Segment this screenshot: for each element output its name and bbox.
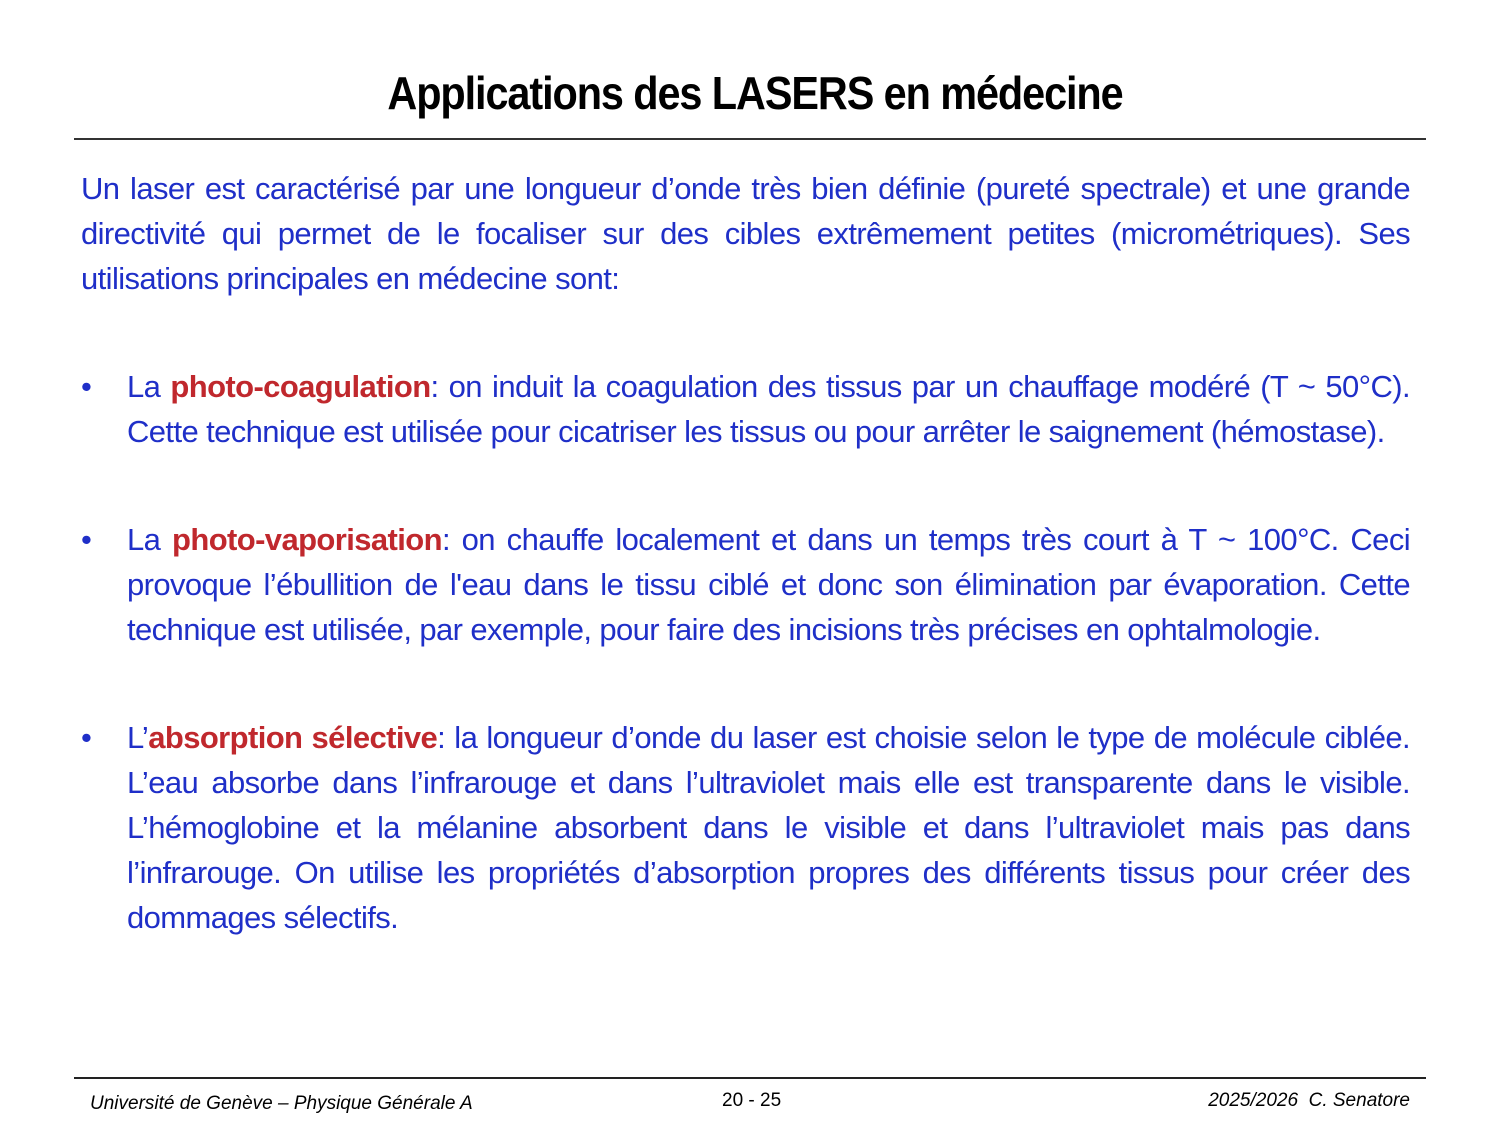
bullet-photo-coagulation: [81, 364, 1410, 454]
footer-author: 2025/2026 C. Senatore: [1208, 1090, 1410, 1111]
bullet-icon: •: [81, 720, 92, 755]
bullet-absorption-selective: [81, 715, 1410, 940]
footer-divider: [74, 1077, 1426, 1079]
bullet-prefix: L’: [127, 720, 149, 755]
footer-institution: Université de Genève – Physique Générale A: [90, 1093, 473, 1114]
bullet-photo-vaporisation: [81, 517, 1410, 652]
slide-content: [81, 166, 1410, 940]
keyword-photo-vaporisation: photo-vaporisation: [172, 522, 442, 557]
slide-title: Applications des LASERS en médecine: [387, 67, 1123, 119]
bullet-text: : on induit la coagulation des tissus par un chauffage modéré (T ~ 50°C). Cette technique est utilisée pour cicatriser les tissus ou pour arrêter le saignement (hémostase).: [127, 369, 1410, 449]
bullet-prefix: La: [127, 369, 171, 404]
keyword-photo-coagulation: photo-coagulation: [170, 369, 431, 404]
bullet-text: : la longueur d’onde du laser est choisie selon le type de molécule ciblée. L’eau absorbe dans l’infrarouge et dans l’ultraviolet mais elle est transparente dans le visible. L’hémoglobine et la mélanine absorbent dans le visible et dans l’ultraviolet mais pas dans l’infrarouge. On utilise les propriétés d’absorption propres des différents tissus pour créer des dommages sélectifs.: [127, 720, 1410, 935]
page-number: 20 - 25: [722, 1090, 782, 1111]
keyword-absorption-selective: absorption sélective: [148, 720, 438, 755]
intro-paragraph: Un laser est caractérisé par une longueur d’onde très bien définie (pureté spectrale) et une grande directivité qui permet de le focaliser sur des cibles extrêmement petites (micrométriques). Ses utilisations principales en médecine sont:: [81, 171, 1410, 296]
bullet-prefix: La: [127, 522, 173, 557]
bullet-text: : on chauffe localement et dans un temps très court à T ~ 100°C. Ceci provoque l’ébullition de l'eau dans le tissu ciblé et donc son élimination par évaporation. Cette technique est utilisée, par exemple, pour faire des incisions très précises en ophtalmologie.: [127, 522, 1411, 647]
title-divider: [74, 138, 1426, 140]
bullet-icon: •: [81, 522, 92, 557]
bullet-icon: •: [81, 369, 92, 404]
